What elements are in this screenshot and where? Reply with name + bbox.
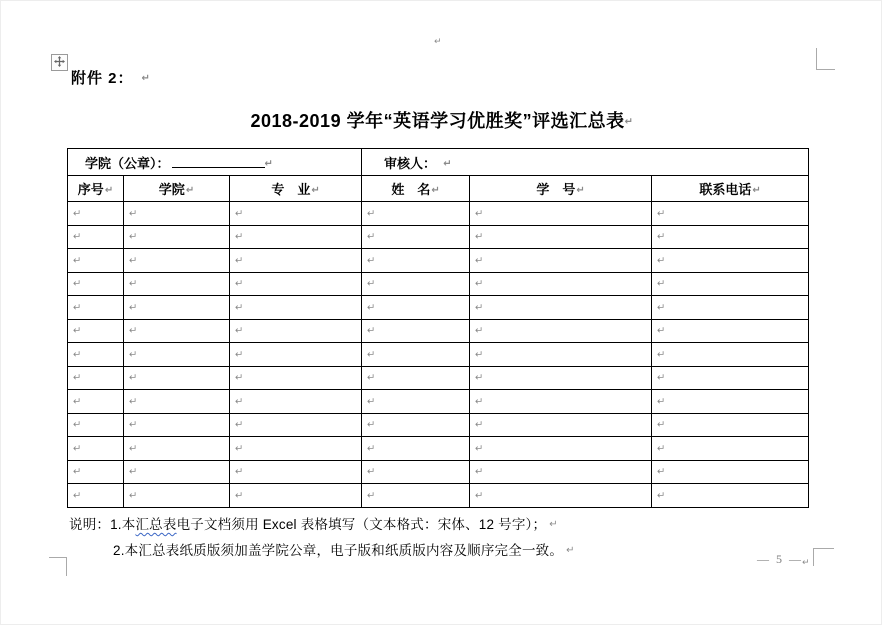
table-empty-row — [68, 484, 809, 508]
paragraph-mark: ↵ — [367, 419, 376, 431]
paragraph-mark: ↵ — [752, 184, 761, 196]
paragraph-mark: ↵ — [235, 466, 244, 478]
note-line-1: 说明：1.本汇总表电子文档须用 Excel 表格填写（文本格式：宋体、12 号字）； ↵ — [69, 517, 558, 532]
paragraph-mark: ↵ — [129, 443, 138, 455]
table-empty-cell[interactable] — [68, 202, 124, 226]
table-empty-row — [68, 413, 809, 437]
table-empty-row — [68, 202, 809, 226]
paragraph-mark: ↵ — [475, 349, 484, 361]
paragraph-mark: ↵ — [367, 208, 376, 220]
paragraph-mark: ↵ — [129, 255, 138, 267]
table-empty-row — [68, 437, 809, 461]
paragraph-mark: ↵ — [367, 255, 376, 267]
table-empty-cell[interactable] — [362, 437, 470, 461]
table-empty-cell[interactable] — [652, 272, 809, 296]
table-empty-cell[interactable] — [68, 484, 124, 508]
college-seal-blank[interactable] — [172, 155, 265, 168]
college-seal-label: 学院（公章）： — [85, 155, 170, 171]
paragraph-mark: ↵ — [235, 490, 244, 502]
paragraph-mark: ↵ — [73, 466, 82, 478]
paragraph-mark: ↵ — [235, 372, 244, 384]
paragraph-mark: ↵ — [311, 184, 320, 196]
paragraph-mark: ↵ — [73, 302, 82, 314]
header-paragraph-mark: ↵ — [434, 37, 442, 47]
paragraph-mark: ↵ — [475, 231, 484, 243]
table-empty-cell[interactable] — [124, 249, 230, 273]
table-empty-cell[interactable] — [470, 272, 652, 296]
table-empty-cell[interactable] — [362, 460, 470, 484]
table-empty-row — [68, 272, 809, 296]
text-boundary-mark-bottom-left — [49, 557, 67, 576]
attachment-label: 附件 2： — [71, 70, 134, 87]
table-empty-cell[interactable] — [470, 484, 652, 508]
paragraph-mark: ↵ — [129, 302, 138, 314]
paragraph-mark: ↵ — [235, 349, 244, 361]
paragraph-mark: ↵ — [475, 302, 484, 314]
spellcheck-underlined-text: 汇总表 — [135, 517, 177, 532]
paragraph-mark: ↵ — [264, 158, 273, 170]
paragraph-mark: ↵ — [367, 325, 376, 337]
table-empty-cell[interactable] — [652, 343, 809, 367]
paragraph-mark: ↵ — [475, 490, 484, 502]
move-arrows-icon — [54, 54, 65, 72]
paragraph-mark: ↵ — [235, 278, 244, 290]
table-empty-cell[interactable] — [652, 225, 809, 249]
table-empty-cell[interactable] — [68, 413, 124, 437]
paragraph-mark: ↵ — [104, 184, 114, 196]
table-empty-cell[interactable] — [124, 484, 230, 508]
table-header-name[interactable]: 姓 名↵ — [362, 176, 470, 202]
paragraph-mark: ↵ — [475, 466, 484, 478]
paragraph-mark: ↵ — [443, 158, 452, 170]
table-empty-cell[interactable] — [652, 460, 809, 484]
paragraph-mark: ↵ — [73, 231, 82, 243]
table-empty-cell[interactable] — [68, 343, 124, 367]
table-empty-cell[interactable] — [68, 296, 124, 320]
paragraph-mark: ↵ — [73, 396, 82, 408]
paragraph-mark: ↵ — [73, 419, 82, 431]
table-empty-cell[interactable] — [124, 225, 230, 249]
table-empty-cell[interactable] — [470, 390, 652, 414]
paragraph-mark: ↵ — [235, 325, 244, 337]
table-empty-cell[interactable] — [362, 249, 470, 273]
table-empty-cell[interactable] — [652, 484, 809, 508]
table-empty-cell[interactable] — [230, 460, 362, 484]
table-empty-cell[interactable] — [652, 296, 809, 320]
table-empty-cell[interactable] — [124, 319, 230, 343]
table-empty-cell[interactable] — [124, 460, 230, 484]
paragraph-mark: ↵ — [367, 443, 376, 455]
table-empty-cell[interactable] — [470, 319, 652, 343]
table-empty-cell[interactable] — [470, 296, 652, 320]
paragraph-mark: ↵ — [657, 466, 666, 478]
table-body — [68, 202, 809, 508]
summary-table — [67, 148, 809, 508]
paragraph-mark: ↵ — [367, 466, 376, 478]
table-empty-cell[interactable] — [124, 343, 230, 367]
table-empty-cell[interactable] — [470, 460, 652, 484]
table-header-student-id[interactable]: 学 号↵ — [470, 176, 652, 202]
paragraph-mark: ↵ — [235, 419, 244, 431]
table-empty-cell[interactable] — [470, 225, 652, 249]
footer-paragraph-mark: ↵ — [802, 558, 810, 568]
table-empty-cell[interactable] — [68, 249, 124, 273]
table-empty-cell[interactable] — [362, 225, 470, 249]
paragraph-mark: ↵ — [624, 116, 634, 128]
paragraph-mark: ↵ — [235, 302, 244, 314]
table-empty-cell[interactable] — [124, 413, 230, 437]
table-empty-cell[interactable] — [230, 225, 362, 249]
reviewer-cell[interactable] — [362, 149, 809, 176]
paragraph-mark: ↵ — [657, 372, 666, 384]
paragraph-mark: ↵ — [475, 255, 484, 267]
paragraph-mark: ↵ — [129, 325, 138, 337]
table-empty-cell[interactable] — [652, 437, 809, 461]
table-empty-cell[interactable] — [362, 484, 470, 508]
paragraph-mark: ↵ — [73, 255, 82, 267]
paragraph-mark: ↵ — [657, 325, 666, 337]
table-empty-cell[interactable] — [362, 319, 470, 343]
paragraph-mark: ↵ — [475, 278, 484, 290]
paragraph-mark: ↵ — [129, 372, 138, 384]
table-empty-row — [68, 249, 809, 273]
table-empty-cell[interactable] — [124, 390, 230, 414]
table-empty-cell[interactable] — [230, 296, 362, 320]
table-empty-cell[interactable] — [470, 437, 652, 461]
table-empty-cell[interactable] — [230, 437, 362, 461]
table-empty-cell[interactable] — [652, 366, 809, 390]
table-empty-cell[interactable] — [124, 437, 230, 461]
paragraph-mark: ↵ — [657, 255, 666, 267]
table-empty-cell[interactable] — [652, 319, 809, 343]
table-empty-row — [68, 343, 809, 367]
paragraph-mark: ↵ — [73, 372, 82, 384]
paragraph-mark: ↵ — [431, 184, 440, 196]
paragraph-mark: ↵ — [129, 419, 138, 431]
paragraph-mark: ↵ — [657, 396, 666, 408]
table-empty-row — [68, 296, 809, 320]
table-empty-cell[interactable] — [652, 390, 809, 414]
paragraph-mark: ↵ — [657, 231, 666, 243]
table-empty-cell[interactable] — [362, 413, 470, 437]
paragraph-mark: ↵ — [73, 443, 82, 455]
paragraph-mark: ↵ — [235, 255, 244, 267]
reviewer-label: 审核人： — [384, 155, 437, 171]
paragraph-mark: ↵ — [367, 372, 376, 384]
table-header-serial-number[interactable]: 序号↵ — [68, 176, 124, 202]
paragraph-mark: ↵ — [129, 490, 138, 502]
table-move-handle[interactable] — [51, 54, 68, 71]
paragraph-mark: ↵ — [657, 208, 666, 220]
table-empty-cell[interactable] — [230, 319, 362, 343]
table-empty-row — [68, 366, 809, 390]
paragraph-mark: ↵ — [129, 278, 138, 290]
table-header-row — [68, 176, 809, 202]
paragraph-mark: ↵ — [475, 419, 484, 431]
paragraph-mark: ↵ — [129, 208, 138, 220]
table-empty-cell[interactable] — [68, 366, 124, 390]
paragraph-mark: ↵ — [367, 302, 376, 314]
table-empty-cell[interactable] — [470, 202, 652, 226]
page-title-line — [1, 107, 882, 133]
table-empty-cell[interactable] — [230, 343, 362, 367]
text-boundary-mark-top-right — [816, 48, 835, 70]
table-empty-cell[interactable] — [124, 366, 230, 390]
paragraph-mark: ↵ — [367, 490, 376, 502]
table-empty-cell[interactable] — [362, 343, 470, 367]
table-empty-cell[interactable] — [652, 249, 809, 273]
table-empty-cell[interactable] — [68, 272, 124, 296]
page-title: 2018-2019 学年“英语学习优胜奖”评选汇总表 — [250, 111, 625, 131]
table-empty-cell[interactable] — [230, 413, 362, 437]
table-empty-cell[interactable] — [230, 484, 362, 508]
table-empty-cell[interactable] — [124, 272, 230, 296]
table-empty-cell[interactable] — [230, 366, 362, 390]
paragraph-mark: ↵ — [73, 325, 82, 337]
paragraph-mark: ↵ — [657, 490, 666, 502]
paragraph-mark: ↵ — [141, 73, 151, 85]
table-empty-row — [68, 460, 809, 484]
paragraph-mark: ↵ — [549, 519, 558, 531]
paragraph-mark: ↵ — [129, 349, 138, 361]
paragraph-mark: ↵ — [475, 208, 484, 220]
table-empty-cell[interactable] — [362, 390, 470, 414]
paragraph-mark: ↵ — [475, 396, 484, 408]
table-empty-cell[interactable] — [362, 202, 470, 226]
table-empty-cell[interactable] — [652, 202, 809, 226]
table-empty-cell[interactable] — [230, 272, 362, 296]
table-empty-cell[interactable] — [470, 413, 652, 437]
paragraph-mark: ↵ — [657, 278, 666, 290]
table-empty-cell[interactable] — [68, 319, 124, 343]
table-empty-cell[interactable] — [652, 413, 809, 437]
table-empty-cell[interactable] — [230, 390, 362, 414]
paragraph-mark: ↵ — [367, 231, 376, 243]
paragraph-mark: ↵ — [73, 349, 82, 361]
seal-reviewer-row — [68, 149, 809, 176]
paragraph-mark: ↵ — [129, 466, 138, 478]
paragraph-mark: ↵ — [657, 349, 666, 361]
paragraph-mark: ↵ — [235, 396, 244, 408]
paragraph-mark: ↵ — [235, 231, 244, 243]
table-empty-cell[interactable] — [68, 437, 124, 461]
table-empty-cell[interactable] — [230, 249, 362, 273]
paragraph-mark: ↵ — [367, 349, 376, 361]
paragraph-mark: ↵ — [73, 208, 82, 220]
paragraph-mark: ↵ — [475, 325, 484, 337]
attachment-label-line — [71, 67, 151, 88]
paragraph-mark: ↵ — [73, 490, 82, 502]
table-empty-cell[interactable] — [470, 343, 652, 367]
table-empty-cell[interactable] — [124, 202, 230, 226]
table-empty-row — [68, 390, 809, 414]
table-empty-cell[interactable] — [68, 390, 124, 414]
paragraph-mark: ↵ — [129, 396, 138, 408]
paragraph-mark: ↵ — [657, 302, 666, 314]
paragraph-mark: ↵ — [73, 278, 82, 290]
paragraph-mark: ↵ — [235, 443, 244, 455]
note-line-2: 2.本汇总表纸质版须加盖学院公章，电子版和纸质版内容及顺序完全一致。 ↵ — [113, 543, 575, 558]
table-empty-cell[interactable] — [230, 202, 362, 226]
table-empty-row — [68, 319, 809, 343]
paragraph-mark: ↵ — [566, 545, 575, 557]
table-header-major[interactable]: 专 业↵ — [230, 176, 362, 202]
table-empty-cell[interactable] — [470, 249, 652, 273]
table-empty-cell[interactable] — [362, 296, 470, 320]
table-empty-cell[interactable] — [362, 366, 470, 390]
paragraph-mark: ↵ — [576, 184, 585, 196]
table-empty-cell[interactable] — [68, 225, 124, 249]
paragraph-mark: ↵ — [129, 231, 138, 243]
table-empty-cell[interactable] — [68, 460, 124, 484]
paragraph-mark: ↵ — [657, 443, 666, 455]
table-empty-cell[interactable] — [362, 272, 470, 296]
table-empty-row — [68, 225, 809, 249]
paragraph-mark: ↵ — [475, 443, 484, 455]
footer-page-number: — 5 — — [757, 552, 803, 566]
paragraph-mark: ↵ — [475, 372, 484, 384]
table-header-college[interactable]: 学院↵ — [124, 176, 230, 202]
paragraph-mark: ↵ — [367, 278, 376, 290]
table-empty-cell[interactable] — [470, 366, 652, 390]
paragraph-mark: ↵ — [235, 208, 244, 220]
text-boundary-mark-bottom-right — [813, 548, 834, 566]
paragraph-mark: ↵ — [367, 396, 376, 408]
college-seal-cell[interactable] — [68, 149, 362, 176]
table-empty-cell[interactable] — [124, 296, 230, 320]
paragraph-mark: ↵ — [657, 419, 666, 431]
paragraph-mark: ↵ — [185, 184, 195, 196]
table-header-phone[interactable]: 联系电话↵ — [652, 176, 809, 202]
